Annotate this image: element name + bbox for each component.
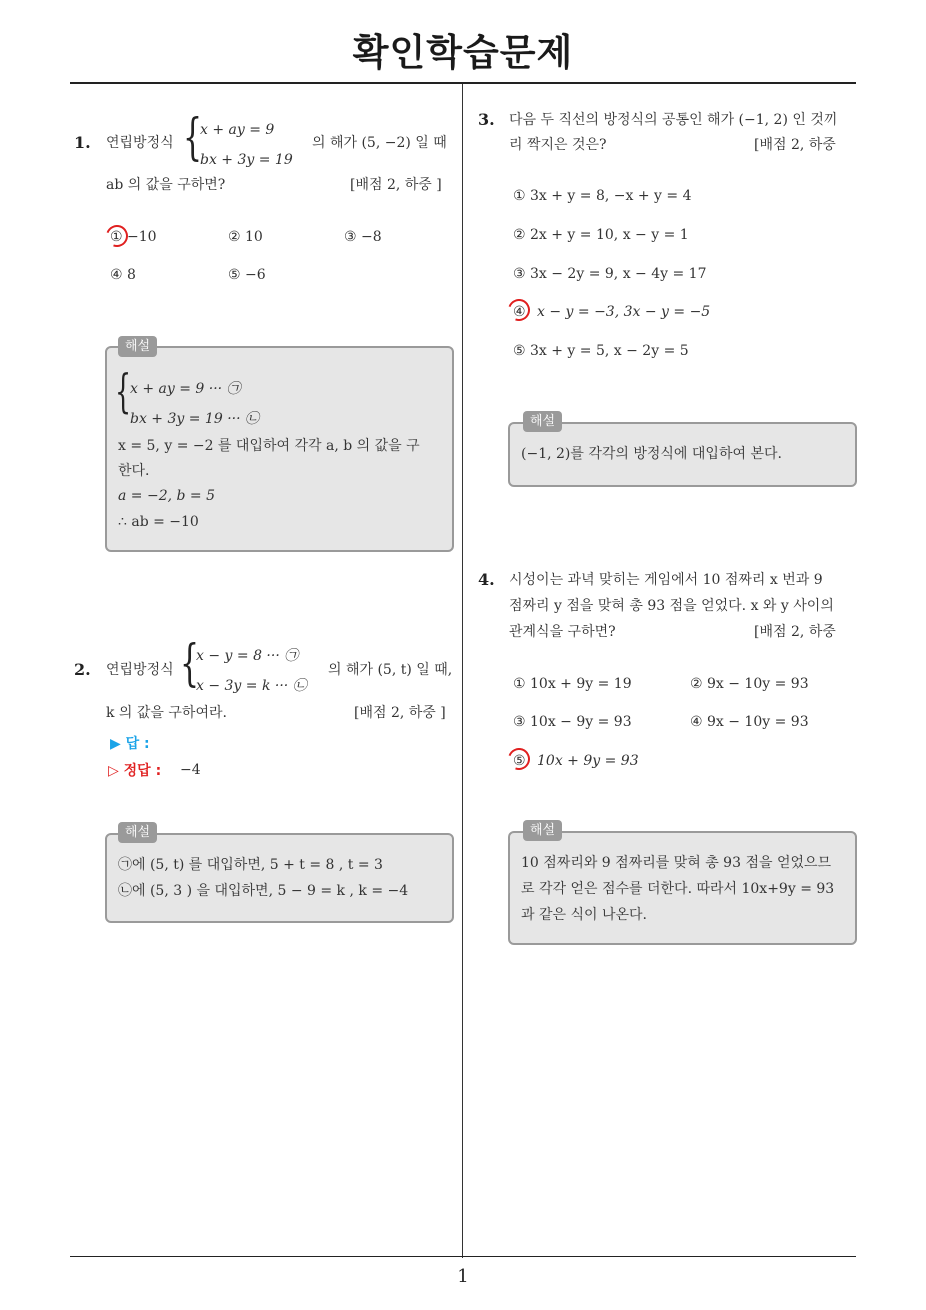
question-1-eq2: bx + 3y = 19 <box>200 152 293 168</box>
header-rule <box>70 82 856 84</box>
question-3-solution-label: 해설 <box>523 411 562 432</box>
question-4-choice-4[interactable]: ④ 9x − 10y = 93 <box>690 714 809 730</box>
question-3-choice-1[interactable]: ① 3x + y = 8, −x + y = 4 <box>513 188 692 204</box>
question-1-solution-line-5: a = −2, b = 5 <box>118 488 216 504</box>
question-3-tag: [배점 2, 하중 <box>754 137 836 153</box>
question-1-choice-2[interactable]: ② 10 <box>228 229 263 245</box>
question-1-solution-brace: { <box>115 364 132 418</box>
question-1-solution-line-1: x + ay = 9 ··· ㉠ <box>130 381 241 397</box>
answer-circle-mark <box>504 744 533 773</box>
page-title: 확인학습문제 <box>352 31 574 74</box>
answer-circle-mark <box>102 221 131 250</box>
question-2-tag: [배점 2, 하중 ] <box>354 705 446 721</box>
question-2-correct-label: ▷ 정답 : <box>108 763 162 779</box>
question-4-line-2: 점짜리 y 점을 맞혀 총 93 점을 얻었다. x 와 y 사이의 <box>509 598 834 614</box>
question-3-number: 3. <box>478 110 495 129</box>
question-1-tag: [배점 2, 하중 ] <box>350 177 442 193</box>
question-2-answer-label: ▶ 답 : <box>110 736 150 752</box>
question-1-condition: 의 해가 (5, −2) 일 때 <box>312 135 447 151</box>
question-3-line-1: 다음 두 직선의 방정식의 공통인 해가 (−1, 2) 인 것끼 <box>509 112 838 128</box>
question-4-line-1: 시성이는 과녁 맞히는 게임에서 10 점짜리 x 번과 9 <box>509 572 823 588</box>
question-1-choice-4[interactable]: ④ 8 <box>110 267 136 283</box>
question-3-choice-4[interactable]: x − y = −3, 3x − y = −5 <box>537 304 711 320</box>
question-2-eq2: x − 3y = k ··· ㉡ <box>196 678 307 694</box>
question-1-solution-label: 해설 <box>118 336 157 357</box>
answer-circle-mark <box>504 295 533 324</box>
question-2-prefix: 연립방정식 <box>106 662 174 678</box>
question-1-solution-line-6: ∴ ab = −10 <box>118 514 199 530</box>
question-2-solution-line-1: ㉠에 (5, t) 를 대입하면, 5 + t = 8 , t = 3 <box>118 857 383 873</box>
question-3-choice-5[interactable]: ⑤ 3x + y = 5, x − 2y = 5 <box>513 343 689 359</box>
question-2-ask: k 의 값을 구하여라. <box>106 705 227 721</box>
question-4-choice-1[interactable]: ① 10x + 9y = 19 <box>513 676 632 692</box>
question-1-solution-line-4: 한다. <box>118 463 150 479</box>
question-4-choice-3[interactable]: ③ 10x − 9y = 93 <box>513 714 632 730</box>
question-2-eq1: x − y = 8 ··· ㉠ <box>196 648 299 664</box>
question-2-solution-label: 해설 <box>118 822 157 843</box>
question-4-solution-line-1: 10 점짜리와 9 점짜리를 맞혀 총 93 점을 얻었으므 <box>521 855 832 871</box>
page-number: 1 <box>457 1266 469 1287</box>
question-2-solution-line-2: ㉡에 (5, 3 ) 을 대입하면, 5 − 9 = k , k = −4 <box>118 883 409 899</box>
question-4-solution-label: 해설 <box>523 820 562 841</box>
question-1-choice-3[interactable]: ③ −8 <box>344 229 382 245</box>
question-2-condition: 의 해가 (5, t) 일 때, <box>328 662 453 678</box>
question-4-solution-line-2: 로 각각 얻은 점수를 더한다. 따라서 10x+9y = 93 <box>521 881 835 897</box>
question-3-choice-4-mark[interactable]: ④ <box>513 304 526 320</box>
question-3-line-2: 리 짝지은 것은? <box>509 137 607 153</box>
question-3-solution-line-1: (−1, 2)를 각각의 방정식에 대입하여 본다. <box>521 446 782 462</box>
question-4-line-3: 관계식을 구하면? <box>509 624 616 640</box>
question-3-choice-3[interactable]: ③ 3x − 2y = 9, x − 4y = 17 <box>513 266 707 282</box>
question-3-choice-2[interactable]: ② 2x + y = 10, x − y = 1 <box>513 227 689 243</box>
question-1-number: 1. <box>74 133 91 152</box>
question-1-solution-line-3: x = 5, y = −2 를 대입하여 각각 a, b 의 값을 구 <box>118 438 420 454</box>
question-4-solution-line-3: 과 같은 식이 나온다. <box>521 907 647 923</box>
question-4-choice-5[interactable]: 10x + 9y = 93 <box>537 753 639 769</box>
question-1-solution-line-2: bx + 3y = 19 ··· ㉡ <box>130 411 260 427</box>
question-4-choice-2[interactable]: ② 9x − 10y = 93 <box>690 676 809 692</box>
question-1-choice-1[interactable]: ① −10 <box>110 229 157 245</box>
question-2-brace: { <box>180 634 200 692</box>
question-4-choice-5-mark[interactable]: ⑤ <box>513 753 526 769</box>
column-divider <box>462 84 463 1258</box>
footer-rule <box>70 1256 856 1257</box>
question-2-correct-value: −4 <box>180 762 201 778</box>
question-4-tag: [배점 2, 하중 <box>754 624 836 640</box>
question-1-choice-5[interactable]: ⑤ −6 <box>228 267 266 283</box>
question-1-eq1: x + ay = 9 <box>200 122 275 138</box>
question-1-brace: { <box>183 108 203 166</box>
question-1-ask: ab 의 값을 구하면? <box>106 177 226 193</box>
question-4-number: 4. <box>478 570 495 589</box>
question-2-number: 2. <box>74 660 91 679</box>
question-2-solution-box <box>105 833 454 923</box>
question-1-prefix: 연립방정식 <box>106 135 174 151</box>
